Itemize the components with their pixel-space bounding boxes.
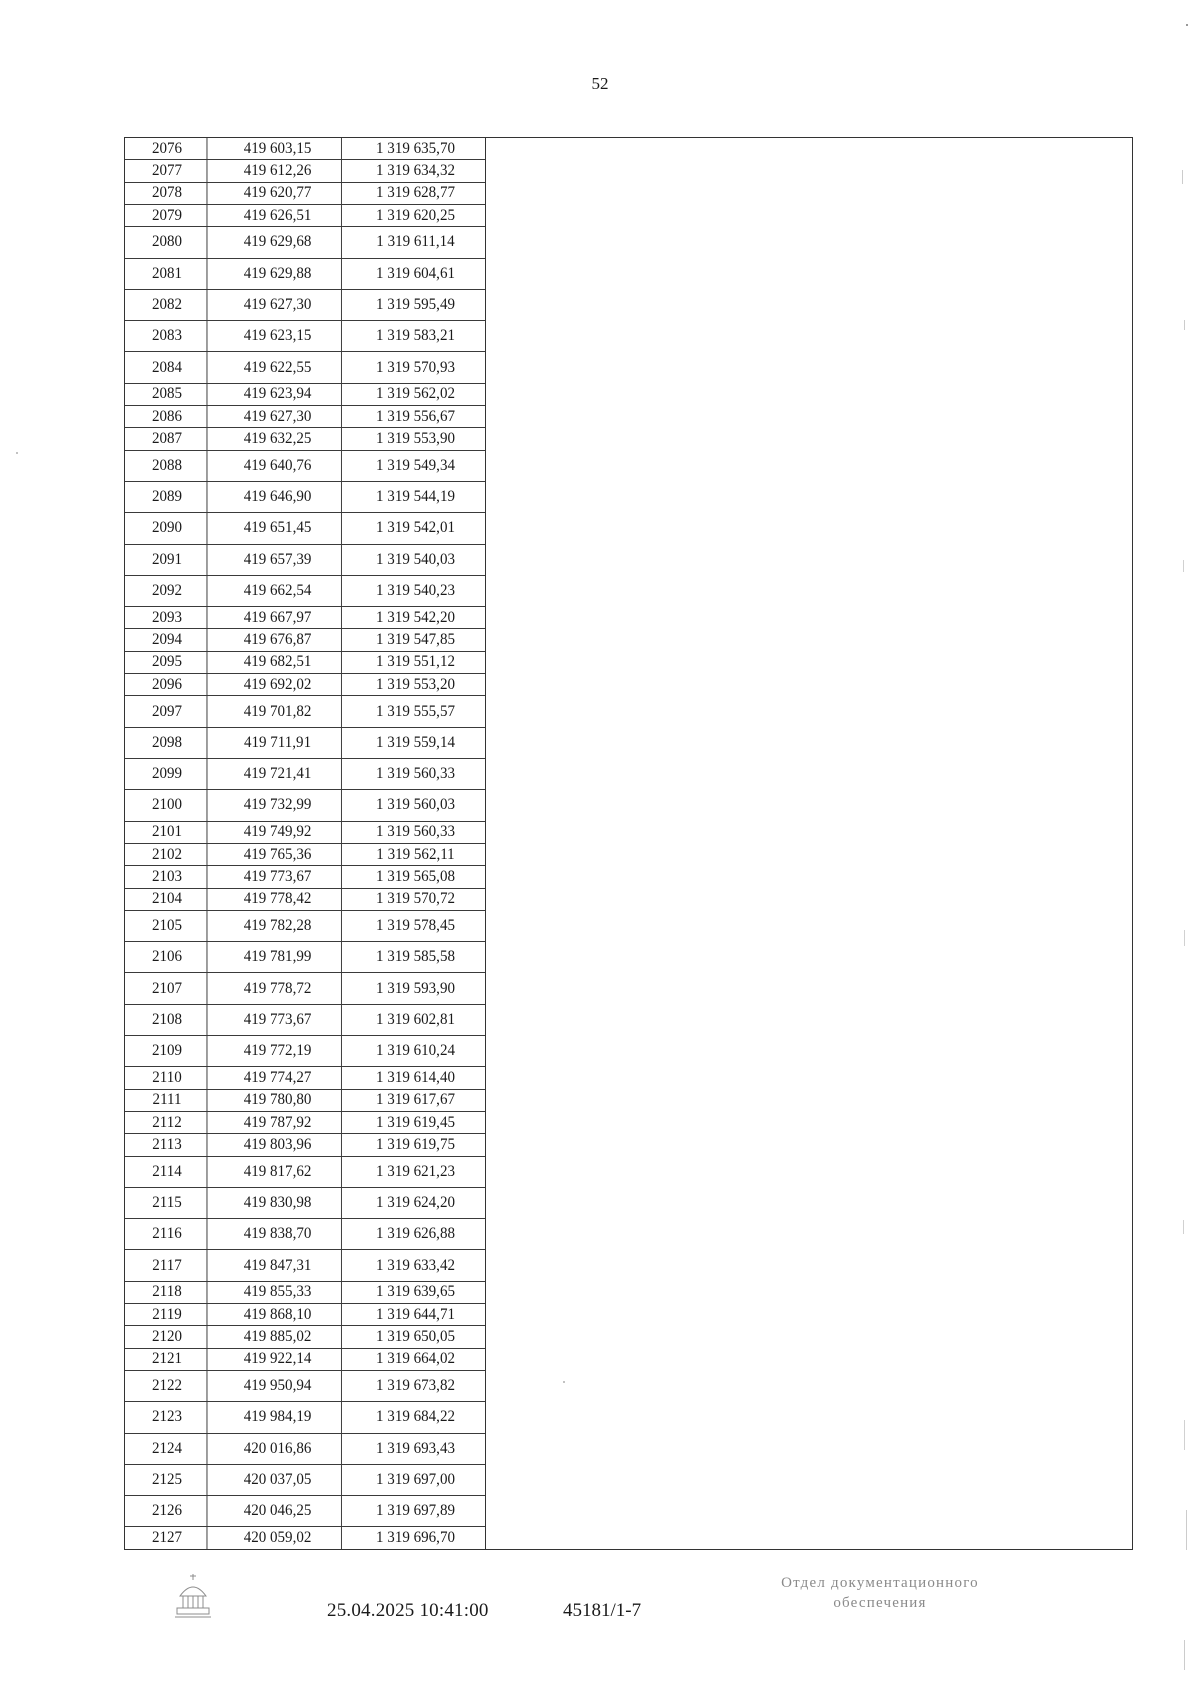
table-row (125, 674, 485, 696)
y-coordinate-cell: 1 319 614,40 (376, 1068, 455, 1086)
table-row (125, 629, 485, 651)
y-coordinate-cell: 1 319 611,14 (376, 233, 455, 251)
x-coordinate-cell: 419 692,02 (214, 674, 342, 695)
table-row (125, 1434, 485, 1465)
y-coordinate-cell: 1 319 549,34 (376, 456, 455, 474)
point-number-cell: 2095 (128, 652, 208, 673)
table-row (125, 290, 485, 321)
y-coordinate-cell: 1 319 578,45 (376, 917, 455, 934)
table-row (125, 1090, 485, 1112)
table-row (125, 1067, 485, 1089)
y-coordinate-cell: 1 319 544,19 (376, 488, 455, 506)
y-coordinate-cell: 1 319 542,20 (376, 608, 455, 626)
point-number-cell: 2099 (128, 759, 208, 789)
table-row (125, 759, 485, 790)
table-row (125, 889, 485, 911)
y-coordinate-cell: 1 319 560,33 (376, 823, 455, 841)
point-number-cell: 2109 (128, 1036, 208, 1066)
scan-speck (1182, 170, 1183, 184)
table-row (125, 1134, 485, 1156)
scan-speck (563, 1381, 565, 1383)
y-coordinate-cell: 1 319 664,02 (376, 1350, 455, 1368)
scan-speck (1184, 320, 1185, 330)
table-row (125, 1371, 485, 1402)
x-coordinate-cell: 419 781,99 (214, 942, 342, 972)
y-coordinate-cell: 1 319 604,61 (376, 264, 455, 282)
table-row (125, 1304, 485, 1326)
table-row (125, 321, 485, 352)
x-coordinate-cell: 419 855,33 (214, 1282, 342, 1303)
y-coordinate-cell: 1 319 556,67 (376, 407, 455, 425)
table-row (125, 545, 485, 576)
x-coordinate-cell: 419 662,54 (214, 576, 342, 606)
table-row (125, 1112, 485, 1134)
table-row (125, 1496, 485, 1527)
x-coordinate-cell: 419 868,10 (214, 1304, 342, 1325)
y-coordinate-cell: 1 319 540,23 (376, 581, 455, 599)
table-row (125, 973, 485, 1004)
point-number-cell: 2100 (128, 790, 208, 820)
scan-speck (1186, 24, 1188, 26)
x-coordinate-cell: 419 774,27 (214, 1067, 342, 1088)
point-number-cell: 2102 (128, 844, 208, 865)
x-coordinate-cell: 419 629,68 (214, 227, 342, 257)
x-coordinate-cell: 419 603,15 (214, 138, 342, 159)
x-coordinate-cell: 419 721,41 (214, 759, 342, 789)
table-row (125, 1349, 485, 1371)
point-number-cell: 2107 (128, 973, 208, 1003)
y-coordinate-cell: 1 319 602,81 (376, 1010, 455, 1028)
point-number-cell: 2078 (128, 183, 208, 204)
table-row (125, 1465, 485, 1496)
table-row (125, 652, 485, 674)
y-coordinate-cell: 1 319 547,85 (376, 631, 455, 649)
table-row (125, 205, 485, 227)
stamp-line-1: Отдел документационного (781, 1575, 979, 1591)
point-number-cell: 2122 (128, 1371, 208, 1401)
y-coordinate-cell: 1 319 628,77 (376, 184, 455, 202)
x-coordinate-cell: 419 780,80 (214, 1090, 342, 1111)
table-row (125, 1527, 485, 1548)
table-row (125, 1036, 485, 1067)
scan-speck (1183, 560, 1184, 572)
x-coordinate-cell: 419 773,67 (214, 1005, 342, 1035)
x-coordinate-cell: 419 782,28 (214, 911, 342, 941)
y-coordinate-cell: 1 319 540,03 (376, 550, 455, 568)
table-row (125, 866, 485, 888)
x-coordinate-cell: 419 682,51 (214, 652, 342, 673)
point-number-cell: 2106 (128, 942, 208, 972)
x-coordinate-cell: 419 778,72 (214, 973, 342, 1003)
point-number-cell: 2108 (128, 1005, 208, 1035)
point-number-cell: 2121 (128, 1349, 208, 1370)
x-coordinate-cell: 419 629,88 (214, 259, 342, 289)
point-number-cell: 2091 (128, 545, 208, 575)
x-coordinate-cell: 419 701,82 (214, 696, 342, 726)
point-number-cell: 2113 (128, 1134, 208, 1155)
x-coordinate-cell: 419 732,99 (214, 790, 342, 820)
table-row (125, 790, 485, 821)
x-coordinate-cell: 419 640,76 (214, 451, 342, 481)
y-coordinate-cell: 1 319 583,21 (376, 327, 455, 345)
point-number-cell: 2112 (128, 1112, 208, 1133)
point-number-cell: 2111 (128, 1090, 208, 1111)
point-number-cell: 2094 (128, 629, 208, 650)
point-number-cell: 2116 (128, 1219, 208, 1249)
x-coordinate-cell: 419 627,30 (214, 406, 342, 427)
table-row (125, 428, 485, 450)
table-row (125, 138, 485, 160)
y-coordinate-cell: 1 319 560,33 (376, 765, 455, 783)
scan-speck (16, 452, 18, 454)
point-number-cell: 2076 (128, 138, 208, 159)
x-coordinate-cell: 420 037,05 (214, 1465, 342, 1495)
point-number-cell: 2090 (128, 513, 208, 543)
y-coordinate-cell: 1 319 633,42 (376, 1256, 455, 1274)
x-coordinate-cell: 419 623,94 (214, 384, 342, 405)
x-coordinate-cell: 419 847,31 (214, 1250, 342, 1280)
table-row (125, 911, 485, 942)
table-row (125, 384, 485, 406)
x-coordinate-cell: 420 059,02 (214, 1527, 342, 1548)
point-number-cell: 2110 (128, 1067, 208, 1088)
x-coordinate-cell: 419 623,15 (214, 321, 342, 351)
table-row (125, 183, 485, 205)
stamp-line-2: обеспечения (833, 1595, 927, 1612)
table-row (125, 1219, 485, 1250)
y-coordinate-cell: 1 319 617,67 (376, 1091, 455, 1109)
y-coordinate-cell: 1 319 570,72 (376, 890, 455, 908)
y-coordinate-cell: 1 319 635,70 (376, 139, 455, 157)
x-coordinate-cell: 419 622,55 (214, 352, 342, 382)
y-coordinate-cell: 1 319 639,65 (376, 1283, 455, 1301)
x-coordinate-cell: 420 016,86 (214, 1434, 342, 1464)
table-row (125, 1282, 485, 1304)
y-coordinate-cell: 1 319 650,05 (376, 1328, 455, 1346)
x-coordinate-cell: 419 817,62 (214, 1157, 342, 1187)
point-number-cell: 2087 (128, 428, 208, 449)
y-coordinate-cell: 1 319 565,08 (376, 867, 455, 885)
point-number-cell: 2085 (128, 384, 208, 405)
y-coordinate-cell: 1 319 585,58 (376, 948, 455, 966)
point-number-cell: 2119 (128, 1304, 208, 1325)
point-number-cell: 2093 (128, 607, 208, 628)
x-coordinate-cell: 420 046,25 (214, 1496, 342, 1526)
x-coordinate-cell: 419 787,92 (214, 1112, 342, 1133)
y-coordinate-cell: 1 319 562,11 (376, 845, 455, 863)
point-number-cell: 2088 (128, 451, 208, 481)
table-row (125, 728, 485, 759)
x-coordinate-cell: 419 667,97 (214, 607, 342, 628)
y-coordinate-cell: 1 319 626,88 (376, 1225, 455, 1243)
x-coordinate-cell: 419 632,25 (214, 428, 342, 449)
y-coordinate-cell: 1 319 621,23 (376, 1162, 455, 1180)
footer-datetime: 25.04.2025 10:41:00 (327, 1600, 489, 1621)
y-coordinate-cell: 1 319 555,57 (376, 702, 455, 720)
y-coordinate-cell: 1 319 624,20 (376, 1194, 455, 1211)
x-coordinate-cell: 419 626,51 (214, 205, 342, 226)
table-row (125, 1402, 485, 1433)
point-number-cell: 2082 (128, 290, 208, 320)
y-coordinate-cell: 1 319 562,02 (376, 385, 455, 403)
y-coordinate-cell: 1 319 696,70 (376, 1529, 455, 1547)
table-row (125, 1157, 485, 1188)
point-number-cell: 2096 (128, 674, 208, 695)
y-coordinate-cell: 1 319 610,24 (376, 1042, 455, 1060)
table-row (125, 482, 485, 513)
point-number-cell: 2114 (128, 1157, 208, 1187)
scan-speck (1183, 1220, 1184, 1234)
point-number-cell: 2084 (128, 352, 208, 382)
x-coordinate-cell: 419 620,77 (214, 183, 342, 204)
coordinate-table-frame (124, 137, 1133, 1550)
y-coordinate-cell: 1 319 619,45 (376, 1113, 455, 1131)
table-row (125, 451, 485, 482)
point-number-cell: 2125 (128, 1465, 208, 1495)
point-number-cell: 2089 (128, 482, 208, 512)
scan-speck (1184, 1640, 1185, 1670)
x-coordinate-cell: 419 676,87 (214, 629, 342, 650)
x-coordinate-cell: 419 838,70 (214, 1219, 342, 1249)
x-coordinate-cell: 419 711,91 (214, 728, 342, 758)
x-coordinate-cell: 419 651,45 (214, 513, 342, 543)
x-coordinate-cell: 419 749,92 (214, 822, 342, 843)
point-number-cell: 2127 (128, 1527, 208, 1548)
coordinate-table (125, 138, 486, 1549)
table-row (125, 1005, 485, 1036)
y-coordinate-cell: 1 319 553,90 (376, 430, 455, 448)
table-row (125, 696, 485, 727)
department-stamp (735, 1573, 1025, 1614)
table-row (125, 942, 485, 973)
table-row (125, 513, 485, 544)
point-number-cell: 2120 (128, 1326, 208, 1347)
x-coordinate-cell: 419 950,94 (214, 1371, 342, 1401)
table-row (125, 1188, 485, 1219)
y-coordinate-cell: 1 319 697,00 (376, 1471, 455, 1488)
x-coordinate-cell: 419 627,30 (214, 290, 342, 320)
table-row (125, 1326, 485, 1348)
y-coordinate-cell: 1 319 593,90 (376, 979, 455, 997)
x-coordinate-cell: 419 646,90 (214, 482, 342, 512)
point-number-cell: 2097 (128, 696, 208, 726)
table-row (125, 822, 485, 844)
x-coordinate-cell: 419 612,26 (214, 160, 342, 181)
point-number-cell: 2079 (128, 205, 208, 226)
page-number: 52 (591, 74, 609, 93)
y-coordinate-cell: 1 319 684,22 (376, 1408, 455, 1426)
y-coordinate-cell: 1 319 697,89 (376, 1502, 455, 1520)
point-number-cell: 2092 (128, 576, 208, 606)
table-row (125, 844, 485, 866)
emblem-icon (172, 1570, 214, 1620)
table-row (125, 607, 485, 629)
point-number-cell: 2118 (128, 1282, 208, 1303)
y-coordinate-cell: 1 319 595,49 (376, 296, 455, 314)
y-coordinate-cell: 1 319 570,93 (376, 358, 455, 376)
table-row (125, 576, 485, 607)
scan-speck (1184, 930, 1185, 946)
y-coordinate-cell: 1 319 673,82 (376, 1377, 455, 1395)
table-row (125, 227, 485, 258)
point-number-cell: 2080 (128, 227, 208, 257)
y-coordinate-cell: 1 319 634,32 (376, 161, 455, 179)
point-number-cell: 2081 (128, 259, 208, 289)
y-coordinate-cell: 1 319 619,75 (376, 1135, 455, 1153)
point-number-cell: 2115 (128, 1188, 208, 1218)
point-number-cell: 2105 (128, 911, 208, 941)
point-number-cell: 2124 (128, 1434, 208, 1464)
y-coordinate-cell: 1 319 560,03 (376, 796, 455, 814)
point-number-cell: 2126 (128, 1496, 208, 1526)
y-coordinate-cell: 1 319 553,20 (376, 675, 455, 693)
x-coordinate-cell: 419 984,19 (214, 1402, 342, 1432)
x-coordinate-cell: 419 657,39 (214, 545, 342, 575)
y-coordinate-cell: 1 319 620,25 (376, 206, 455, 224)
point-number-cell: 2117 (128, 1250, 208, 1280)
table-row (125, 259, 485, 290)
point-number-cell: 2123 (128, 1402, 208, 1432)
x-coordinate-cell: 419 772,19 (214, 1036, 342, 1066)
y-coordinate-cell: 1 319 542,01 (376, 519, 455, 537)
y-coordinate-cell: 1 319 644,71 (376, 1305, 455, 1323)
table-row (125, 406, 485, 428)
x-coordinate-cell: 419 885,02 (214, 1326, 342, 1347)
scan-speck (1186, 1510, 1187, 1550)
x-coordinate-cell: 419 922,14 (214, 1349, 342, 1370)
point-number-cell: 2077 (128, 160, 208, 181)
scan-speck (1184, 1420, 1185, 1450)
x-coordinate-cell: 419 765,36 (214, 844, 342, 865)
y-coordinate-cell: 1 319 693,43 (376, 1439, 455, 1457)
table-row (125, 1250, 485, 1281)
footer-document-code: 45181/1-7 (563, 1600, 642, 1621)
table-row (125, 160, 485, 182)
table-row (125, 352, 485, 383)
point-number-cell: 2086 (128, 406, 208, 427)
point-number-cell: 2104 (128, 889, 208, 910)
y-coordinate-cell: 1 319 559,14 (376, 733, 455, 751)
x-coordinate-cell: 419 778,42 (214, 889, 342, 910)
x-coordinate-cell: 419 773,67 (214, 866, 342, 887)
point-number-cell: 2098 (128, 728, 208, 758)
point-number-cell: 2083 (128, 321, 208, 351)
x-coordinate-cell: 419 830,98 (214, 1188, 342, 1218)
y-coordinate-cell: 1 319 551,12 (376, 653, 455, 671)
point-number-cell: 2103 (128, 866, 208, 887)
point-number-cell: 2101 (128, 822, 208, 843)
x-coordinate-cell: 419 803,96 (214, 1134, 342, 1155)
